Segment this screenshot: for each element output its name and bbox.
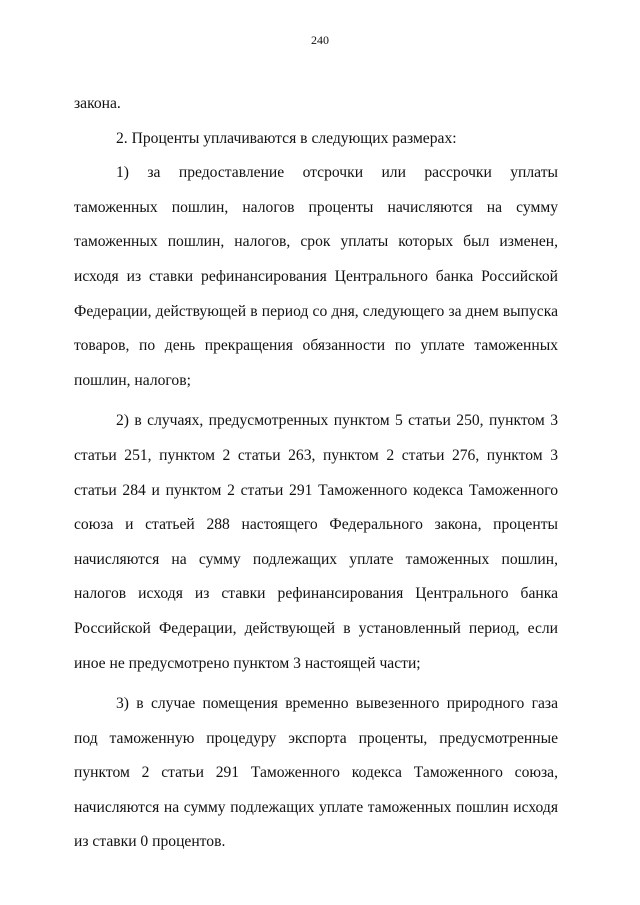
paragraph-continuation: закона. <box>74 95 121 112</box>
paragraph-item-3: 3) в случае помещения временно вывезенного природного газа под таможенную процедуру экспорта проценты, предусмотренные пунктом 2 статьи 291 Таможенного кодекса Таможенного союза, начисляются на сумму подлежащих уплате таможенных пошлин исходя из ставки 0 процентов. <box>74 695 558 851</box>
paragraph-item-1: 1) за предоставление отсрочки или рассрочки уплаты таможенных пошлин, налогов проценты начисляются на сумму таможенных пошлин, налогов, срок уплаты которых был изменен, исходя из ставки рефинансирования Центрального банка Российской Федерации, действующей в период со дня, следующего за днем выпуска товаров, по день прекращения обязанности по уплате таможенных пошлин, налогов; <box>74 164 558 389</box>
page-number: 240 <box>311 33 329 47</box>
document-body <box>74 87 558 860</box>
paragraph-section-2-heading: 2. Проценты уплачиваются в следующих размерах: <box>116 129 457 147</box>
paragraph-item-2: 2) в случаях, предусмотренных пунктом 5 статьи 250, пунктом 3 статьи 251, пунктом 2 статьи 263, пунктом 2 статьи 276, пунктом 3 статьи 284 и пунктом 2 статьи 291 Таможенного кодекса Таможенного союза и статьей 288 настоящего Федерального закона, проценты начисляются на сумму подлежащих уплате таможенных пошлин, налогов исходя из ставки рефинансирования Центрального банка Российской Федерации, действующей в установленный период, если иное не предусмотрено пунктом 3 настоящей части; <box>74 412 558 672</box>
